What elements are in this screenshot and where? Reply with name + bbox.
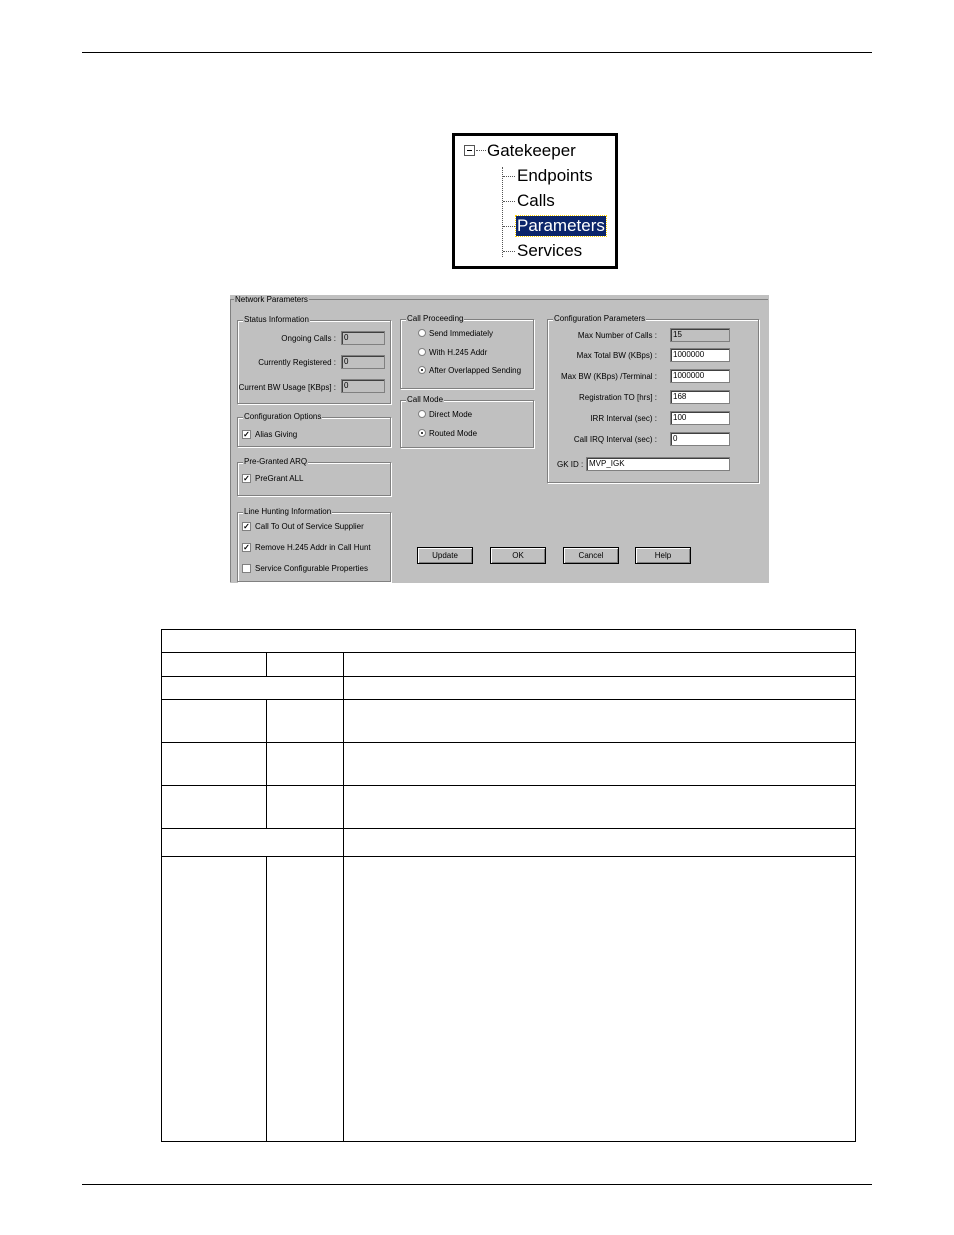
group-title: Call Mode	[407, 395, 444, 404]
max-number-of-calls-label: Max Number of Calls :	[577, 331, 657, 340]
routed-mode-label: Routed Mode	[429, 429, 478, 438]
tree-item-parameters[interactable]: Parameters	[517, 216, 605, 235]
with-h245-addr-label: With H.245 Addr	[429, 348, 488, 357]
group-title: Status Information	[244, 315, 309, 324]
tree-connector	[503, 176, 515, 177]
tree-item-calls[interactable]: Calls	[517, 191, 555, 210]
remove-h245-checkbox[interactable]: ✓	[243, 543, 250, 552]
cancel-button[interactable]: Cancel	[563, 547, 619, 564]
tree-connector	[503, 201, 515, 202]
call-irq-interval-label: Call IRQ Interval (sec) :	[573, 435, 657, 444]
tree-root-gatekeeper[interactable]: Gatekeeper	[487, 141, 576, 160]
alias-giving-checkbox[interactable]: ✓	[243, 430, 250, 439]
group-title: Configuration Options	[244, 412, 322, 421]
with-h245-addr-radio[interactable]	[418, 348, 426, 356]
tree-item-services[interactable]: Services	[517, 241, 583, 260]
dialog-title: Network Parameters	[235, 295, 308, 304]
gk-id-label: GK ID :	[557, 460, 584, 469]
call-to-out-of-service-label: Call To Out of Service Supplier	[255, 522, 364, 531]
remove-h245-label: Remove H.245 Addr in Call Hunt	[255, 543, 371, 552]
after-overlapped-sending-radio[interactable]	[418, 366, 426, 374]
after-overlapped-sending-label: After Overlapped Sending	[429, 366, 522, 375]
update-button[interactable]: Update	[417, 547, 473, 564]
group-title: Pre-Granted ARQ	[244, 457, 308, 466]
table-col-divider	[266, 652, 267, 676]
irr-interval-label: IRR Interval (sec) :	[590, 414, 657, 423]
group-title: Call Proceeding	[407, 314, 464, 323]
gk-id-input[interactable]: MVP_IGK	[586, 457, 730, 471]
tree-connector	[502, 167, 503, 257]
call-mode-group	[400, 395, 534, 448]
table-col-divider	[343, 652, 344, 1142]
pregrant-all-checkbox[interactable]: ✓	[243, 474, 250, 483]
call-to-out-of-service-checkbox[interactable]: ✓	[243, 522, 250, 531]
table-rule	[162, 676, 855, 677]
table-col-divider	[266, 699, 267, 828]
currently-registered-field: 0	[341, 355, 385, 369]
send-immediately-label: Send Immediately	[429, 329, 494, 338]
currently-registered-label: Currently Registered :	[258, 358, 336, 367]
ongoing-calls-field: 0	[341, 331, 385, 345]
group-title: Line Hunting Information	[244, 507, 332, 516]
tree-item-endpoints[interactable]: Endpoints	[517, 166, 593, 185]
registration-to-label: Registration TO [hrs] :	[579, 393, 657, 402]
ok-button[interactable]: OK	[490, 547, 546, 564]
max-total-bw-label: Max Total BW (KBps) :	[576, 351, 657, 360]
tree-connector	[503, 251, 515, 252]
routed-mode-radio[interactable]	[418, 429, 426, 437]
table-col-divider	[266, 856, 267, 1142]
alias-giving-label: Alias Giving	[255, 430, 298, 439]
tree-connector	[476, 150, 486, 151]
service-configurable-checkbox[interactable]	[242, 564, 251, 573]
current-bw-usage-label: Current BW Usage [KBps] :	[238, 383, 336, 392]
group-title: Configuration Parameters	[554, 314, 646, 323]
max-bw-terminal-label: Max BW (KBps) /Terminal :	[560, 372, 657, 381]
max-bw-terminal-input[interactable]: 1000000	[670, 369, 730, 383]
tree-connector	[503, 226, 515, 227]
registration-to-input[interactable]: 168	[670, 390, 730, 404]
ongoing-calls-label: Ongoing Calls :	[281, 334, 336, 343]
send-immediately-radio[interactable]	[418, 329, 426, 337]
max-total-bw-input[interactable]: 1000000	[670, 348, 730, 362]
parameters-table	[161, 629, 856, 1142]
gatekeeper-tree-view	[452, 133, 618, 269]
table-rule	[162, 828, 855, 829]
service-configurable-label: Service Configurable Properties	[255, 564, 368, 573]
network-parameters-dialog	[230, 295, 769, 583]
current-bw-usage-field: 0	[341, 379, 385, 393]
max-number-of-calls-field: 15	[670, 328, 730, 342]
pregrant-all-label: PreGrant ALL	[255, 474, 304, 483]
header-rule	[82, 52, 872, 53]
help-button[interactable]: Help	[635, 547, 691, 564]
direct-mode-label: Direct Mode	[429, 410, 473, 419]
footer-rule	[82, 1184, 872, 1185]
collapse-icon[interactable]	[464, 145, 475, 156]
irr-interval-input[interactable]: 100	[670, 411, 730, 425]
direct-mode-radio[interactable]	[418, 410, 426, 418]
call-irq-interval-input[interactable]: 0	[670, 432, 730, 446]
